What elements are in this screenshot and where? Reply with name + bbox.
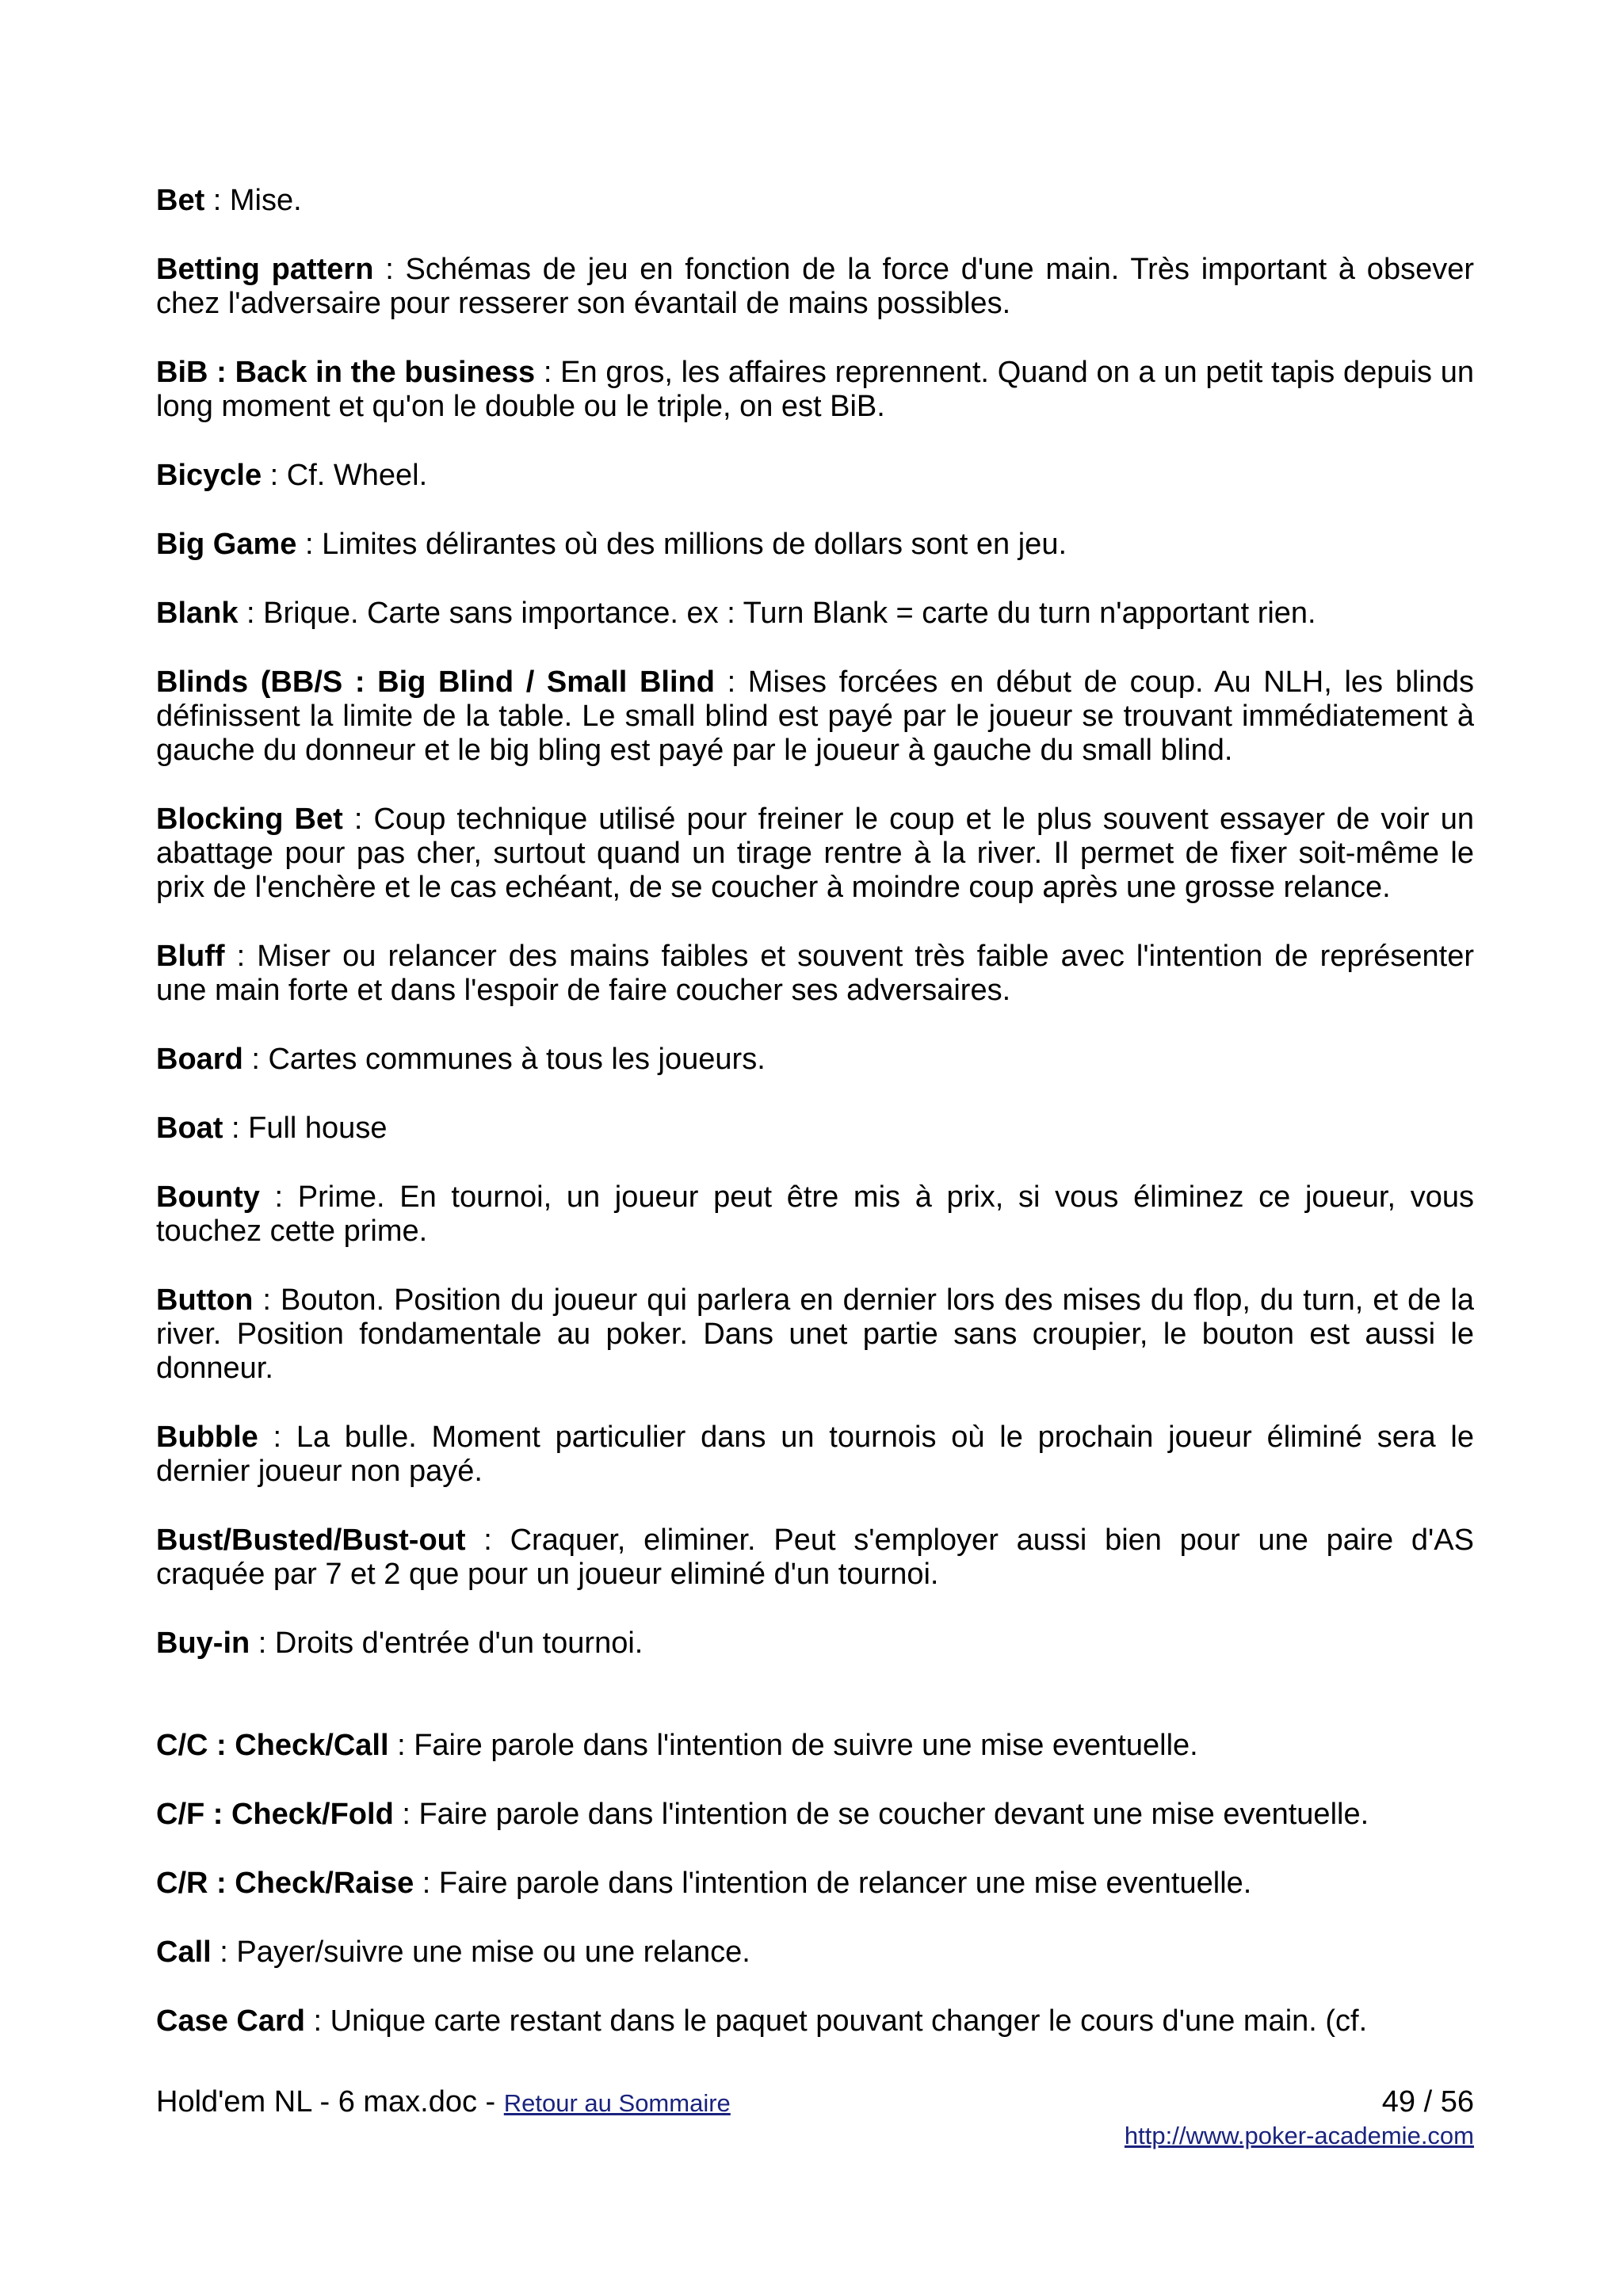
glossary-entry: [156, 528, 1474, 562]
back-to-contents-link[interactable]: Retour au Sommaire: [503, 2089, 731, 2117]
glossary-term: Bounty: [156, 1180, 260, 1214]
glossary-definition: : Faire parole dans l'intention de suivre une mise eventuelle.: [388, 1729, 1198, 1762]
glossary-entry: [156, 803, 1474, 905]
glossary-content: [156, 184, 1474, 2039]
glossary-term: Bet: [156, 184, 205, 217]
glossary-entry: [156, 1627, 1474, 1661]
glossary-definition: : Prime. En tournoi, un joueur peut être mis à prix, si vous éliminez ce joueur, vous touchez cette prime.: [156, 1180, 1474, 1248]
glossary-entry: [156, 1283, 1474, 1386]
glossary-entry: [156, 1180, 1474, 1249]
glossary-definition: : En gros, les affaires reprennent. Quand on a un petit tapis depuis un long moment et qu'on le double ou le triple, on est BiB.: [156, 356, 1474, 423]
glossary-entry: [156, 1936, 1474, 1970]
glossary-term: C/C : Check/Call: [156, 1729, 389, 1762]
glossary-entry: [156, 253, 1474, 321]
glossary-definition: : Coup technique utilisé pour freiner le coup et le plus souvent essayer de voir un abattage pour pas cher, surtout quand un tirage rentre à la river. Il permet de fixer soit-même le prix de l'enchère et le cas echéant, de se coucher à moindre coup après une grosse relance.: [156, 803, 1475, 904]
glossary-term: C/F : Check/Fold: [156, 1798, 394, 1831]
glossary-entry: [156, 940, 1474, 1008]
glossary-term: Button: [156, 1283, 254, 1317]
document-name: Hold'em NL - 6 max.doc -: [156, 2085, 504, 2119]
glossary-term: Bust/Busted/Bust-out: [156, 1524, 466, 1557]
page-footer: [156, 2085, 1474, 2149]
glossary-term: Call: [156, 1936, 212, 1969]
glossary-entry: [156, 2004, 1474, 2039]
glossary-entry: [156, 666, 1474, 768]
footer-document-info: [156, 2085, 731, 2120]
glossary-definition: : Cartes communes à tous les joueurs.: [242, 1043, 766, 1076]
glossary-term: Boat: [156, 1112, 223, 1145]
glossary-term: BiB : Back in the business: [156, 356, 536, 389]
glossary-entry: [156, 1112, 1474, 1146]
glossary-definition: : Limites délirantes où des millions de dollars sont en jeu.: [296, 528, 1067, 561]
glossary-entry: [156, 1729, 1474, 1763]
glossary-definition: : Craquer, eliminer. Peut s'employer aussi bien pour une paire d'AS craquée par 7 et 2 que pour un joueur eliminé d'un tournoi.: [156, 1524, 1474, 1591]
glossary-entry: [156, 1043, 1474, 1077]
glossary-entry: [156, 459, 1474, 493]
glossary-definition: : Brique. Carte sans importance. ex : Turn Blank = carte du turn n'apportant rien.: [238, 597, 1316, 630]
glossary-term: Case Card: [156, 2004, 305, 2038]
glossary-entry: [156, 184, 1474, 218]
website-link[interactable]: http://www.poker-academie.com: [1124, 2122, 1474, 2149]
glossary-term: Bubble: [156, 1421, 258, 1454]
glossary-definition: : Unique carte restant dans le paquet pouvant changer le cours d'une main. (cf.: [304, 2004, 1368, 2038]
page-number: 49 / 56: [1381, 2085, 1474, 2119]
glossary-definition: : La bulle. Moment particulier dans un tournois où le prochain joueur éliminé sera le dernier joueur non payé.: [156, 1421, 1474, 1488]
glossary-term: Big Game: [156, 528, 297, 561]
glossary-definition: : Mise.: [204, 184, 302, 217]
glossary-entry: [156, 597, 1474, 631]
glossary-definition: : Faire parole dans l'intention de se coucher devant une mise eventuelle.: [393, 1798, 1369, 1831]
glossary-term: Betting pattern: [156, 253, 374, 286]
glossary-definition: : Schémas de jeu en fonction de la force d'une main. Très important à obsever chez l'adversaire pour resserer son évantail de mains possibles.: [156, 253, 1474, 320]
glossary-term: Blank: [156, 597, 239, 630]
glossary-definition: : Faire parole dans l'intention de relancer une mise eventuelle.: [414, 1867, 1252, 1900]
glossary-term: Board: [156, 1043, 243, 1076]
glossary-term: C/R : Check/Raise: [156, 1867, 414, 1900]
glossary-definition: : Bouton. Position du joueur qui parlera en dernier lors des mises du flop, du turn, et de la river. Position fondamentale au poker. Dans unet partie sans croupier, le bouton est aussi le donneur.: [156, 1283, 1474, 1385]
glossary-definition: : Droits d'entrée d'un tournoi.: [250, 1627, 643, 1660]
glossary-term: Bicycle: [156, 459, 262, 492]
glossary-definition: : Full house: [223, 1112, 388, 1145]
glossary-definition: : Mises forcées en début de coup. Au NLH, les blinds définissent la limite de la table. Le small blind est payé par le joueur se trouvant immédiatement à gauche du donneur et le big bling est payé par le joueur à gauche du small blind.: [156, 666, 1474, 767]
glossary-term: Buy-in: [156, 1627, 250, 1660]
glossary-entry: [156, 1421, 1474, 1489]
glossary-entry: [156, 1524, 1474, 1592]
glossary-term: Blocking Bet: [156, 803, 343, 836]
glossary-definition: : Cf. Wheel.: [262, 459, 428, 492]
glossary-entry: [156, 356, 1474, 424]
glossary-definition: : Miser ou relancer des mains faibles et souvent très faible avec l'intention de représenter une main forte et dans l'espoir de faire coucher ses adversaires.: [156, 940, 1474, 1007]
glossary-term: Bluff: [156, 940, 225, 973]
glossary-term: Blinds (BB/S : Big Blind / Small Blind: [156, 666, 715, 699]
glossary-entry: [156, 1867, 1474, 1901]
glossary-entry: [156, 1798, 1474, 1832]
glossary-definition: : Payer/suivre une mise ou une relance.: [211, 1936, 750, 1969]
